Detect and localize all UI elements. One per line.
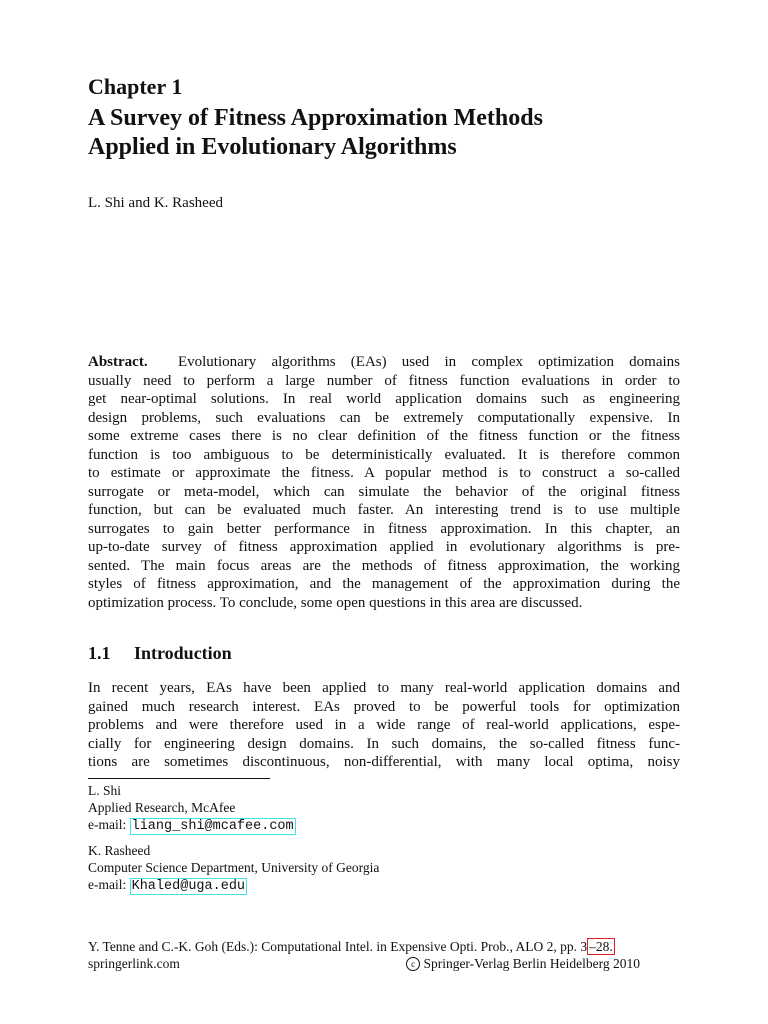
abstract-label: Abstract. — [88, 354, 148, 370]
affiliation-block-2 — [88, 842, 379, 895]
author-list: L. Shi and K. Rasheed — [88, 195, 223, 211]
introduction-text — [88, 679, 680, 772]
abstract-line: Abstract. Evolutionary algorithms (EAs) used in complex optimization domains — [88, 354, 681, 370]
abstract-line: surrogates to gain better performance in fitness approximation. In this chapter, an — [88, 520, 680, 537]
body-line: tions are sometimes discontinuous, non-differential, with many local optima, noisy — [88, 754, 680, 770]
affiliation-org: Applied Research, McAfee — [88, 800, 236, 815]
paper-title-line-1: A Survey of Fitness Approximation Methods — [88, 105, 543, 131]
abstract-line: get near-optimal solutions. In real world application domains such as engineering — [88, 391, 680, 407]
copyright-text: Springer-Verlag Berlin Heidelberg 2010 — [423, 956, 640, 971]
paper-title — [88, 104, 543, 162]
affiliation-org: Computer Science Department, University of Georgia — [88, 860, 380, 875]
affiliation-email-row — [88, 816, 296, 835]
abstract-line: up-to-date survey of fitness approximation applied in evolutionary algorithms is pre- — [88, 539, 680, 555]
section-heading — [88, 643, 232, 664]
citation-line — [88, 938, 640, 955]
site-name: springerlink.com — [88, 956, 180, 971]
abstract — [88, 353, 680, 612]
section-number: 1.1 — [88, 643, 111, 663]
abstract-line: usually need to perform a large number of fitness function evaluations in order to — [88, 372, 680, 389]
email-label: e-mail: — [88, 877, 127, 892]
paper-title-line-2: Applied in Evolutionary Algorithms — [88, 134, 457, 160]
section-title: Introduction — [134, 643, 232, 663]
publisher-line — [88, 955, 640, 972]
abstract-line: function, but can be evaluated much faster. An interesting trend is to use multiple — [88, 502, 680, 518]
page-range-link[interactable]: –28. — [589, 939, 613, 954]
citation-text: Y. Tenne and C.-K. Goh (Eds.): Computational Intel. in Expensive Opti. Prob., ALO 2, pp. 3 — [88, 939, 588, 954]
affiliation-name: L. Shi — [88, 783, 122, 798]
email-link[interactable]: Khaled@uga.edu — [131, 879, 246, 894]
affiliation-name: K. Rasheed — [88, 843, 151, 858]
body-line: cially for engineering design domains. In such domains, the so-called fitness func- — [88, 735, 680, 752]
footnote-rule — [88, 778, 270, 779]
page-footer — [88, 938, 640, 972]
abstract-line: design problems, such evaluations can be extremely computationally expensive. In — [88, 409, 680, 426]
chapter-label: Chapter 1 — [88, 74, 183, 99]
abstract-line: some extreme cases there is no clear definition of the fitness function or the fitness — [88, 428, 680, 444]
email-label: e-mail: — [88, 817, 127, 832]
abstract-line: surrogate or meta-model, which can simulate the behavior of the original fitness — [88, 483, 680, 500]
email-link[interactable]: liang_shi@mcafee.com — [131, 819, 294, 834]
copyright-icon: c — [406, 957, 420, 971]
affiliation-email-row — [88, 876, 379, 895]
abstract-line: function is too ambiguous to be deterministically evaluated. It is therefore common — [88, 446, 680, 463]
affiliation-block-1 — [88, 782, 296, 835]
abstract-line: to estimate or approximate the fitness. A popular method is to construct a so-called — [88, 465, 680, 481]
body-line: In recent years, EAs have been applied to many real-world application domains and — [88, 680, 680, 696]
abstract-line: sented. The main focus areas are the methods of fitness approximation, the working — [88, 557, 680, 574]
body-line: problems and were therefore used in a wide range of real-world applications, espe- — [88, 717, 680, 733]
abstract-line: optimization process. To conclude, some open questions in this area are discussed. — [88, 594, 583, 611]
abstract-line: styles of fitness approximation, and the management of the approximation during the — [88, 576, 680, 592]
body-line: gained much research interest. EAs proved to be powerful tools for optimization — [88, 698, 680, 715]
